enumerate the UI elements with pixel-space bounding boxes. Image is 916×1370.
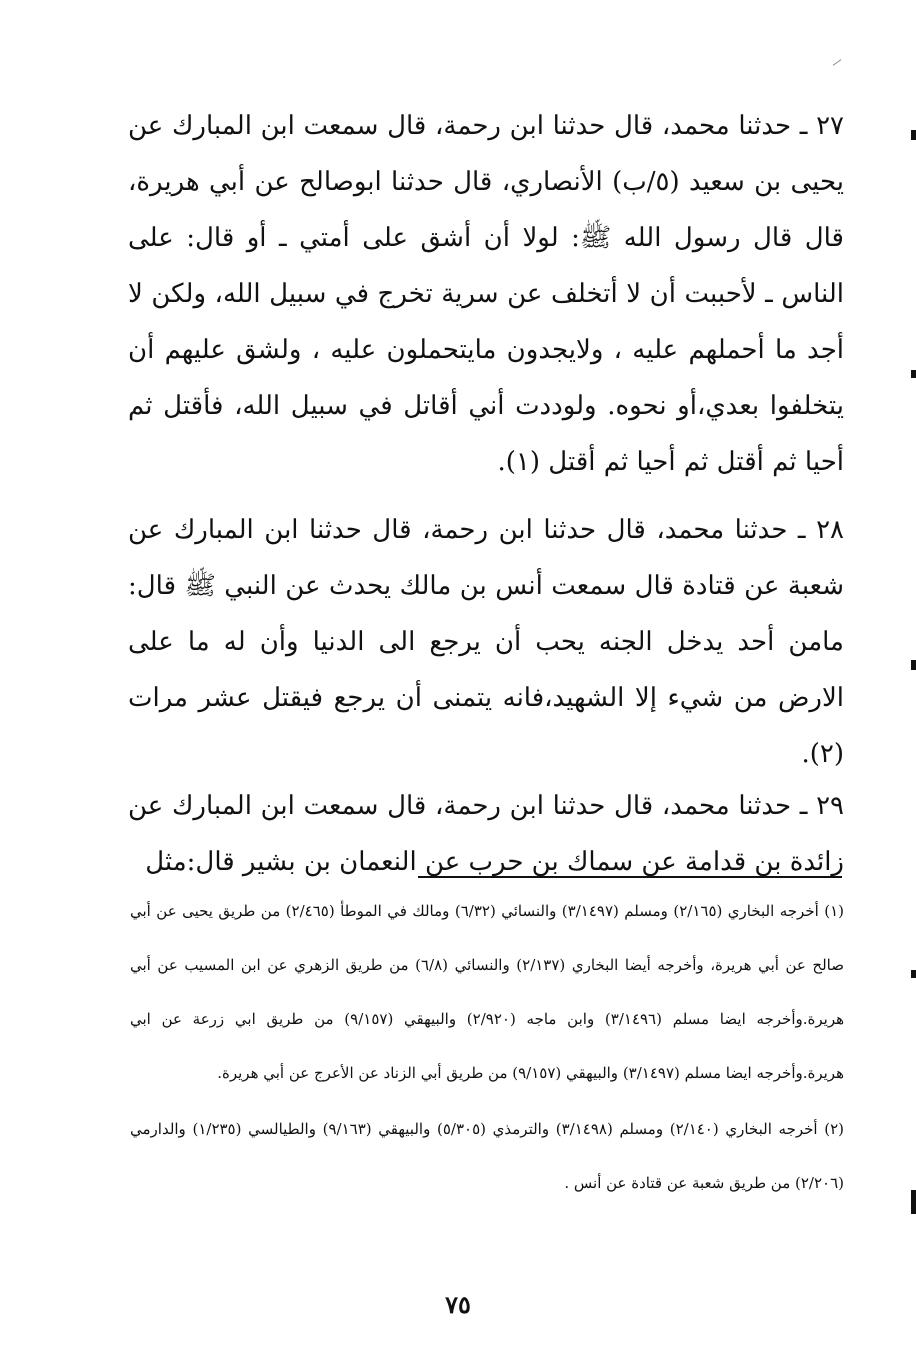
footnote-1: (١) أخرجه البخاري (٢/١٦٥) ومسلم (٣/١٤٩٧) والنسائي (٦/٣٢) ومالك في الموطأ (٢/٤٦٥) من طريق يحيى عن أبي صالح عن أبي هريرة، وأخرجه أيضا البخاري (٢/١٣٧) والنسائي (٦/٨) من طريق الزهري عن ابن المسيب عن أبي هريرة.وأخرجه ايضا مسلم (٣/١٤٩٦) وابن ماجه (٢/٩٢٠) والبيهقي (٩/١٥٧) من طريق ابي زرعة عن ابي هريرة.وأخرجه ايضا مسلم (٣/١٤٩٧) والبيهقي (٩/١٥٧) من طريق أبي الزناد عن الأعرج عن أبي هريرة. xyxy=(130,902,845,1082)
edge-mark xyxy=(911,970,916,978)
corner-scan-mark xyxy=(833,59,842,66)
hadith-29-paragraph: ٢٩ ـ حدثنا محمد، قال حدثنا ابن رحمة، قال سمعت ابن المبارك عن زائدة بن قدامة عن سماك بن حرب عن النعمان بن بشير قال:مثل xyxy=(128,791,844,877)
edge-mark xyxy=(911,370,916,378)
footnote-2: (٢) أخرجه البخاري (٢/١٤٠) ومسلم (٣/١٤٩٨) والترمذي (٥/٣٠٥) والبيهقي (٩/١٦٣) والطيالسي (١/٢٣٥) والدارمي (٢/٢٠٦) من طريق شعبة عن قتادة عن أنس . xyxy=(130,1120,845,1192)
edge-mark xyxy=(911,1190,916,1214)
main-text-body xyxy=(128,98,844,890)
edge-mark xyxy=(911,660,916,670)
hadith-28-paragraph: ٢٨ ـ حدثنا محمد، قال حدثنا ابن رحمة، قال حدثنا ابن المبارك عن شعبة عن قتادة قال سمعت أنس بن مالك يحدث عن النبي ﷺ قال: مامن أحد يدخل الجنه يحب أن يرجع الى الدنيا وأن له ما على الارض من شيء إلا الشهيد،فانه يتمنى أن يرجع فيقتل عشر مرات (٢). xyxy=(128,515,844,769)
footnotes-section xyxy=(130,884,844,1210)
edge-mark xyxy=(911,130,916,140)
footnote-divider xyxy=(418,876,842,878)
page-number: ٧٥ xyxy=(445,1290,471,1319)
hadith-27-paragraph: ٢٧ ـ حدثنا محمد، قال حدثنا ابن رحمة، قال سمعت ابن المبارك عن يحيى بن سعيد (٥/ب) الأنصاري، قال حدثنا ابوصالح عن أبي هريرة، قال قال رسول الله ﷺ: لولا أن أشق على أمتي ـ أو قال: على الناس ـ لأحببت أن لا أتخلف عن سرية تخرج في سبيل الله، ولكن لا أجد ما أحملهم عليه ، ولايجدون مايتحملون عليه ، ولشق عليهم أن يتخلفوا بعدي،أو نحوه. ولوددت أني أقاتل في سبيل الله، فأقتل ثم أحيا ثم أقتل ثم أحيا ثم أقتل (١). xyxy=(128,111,845,477)
